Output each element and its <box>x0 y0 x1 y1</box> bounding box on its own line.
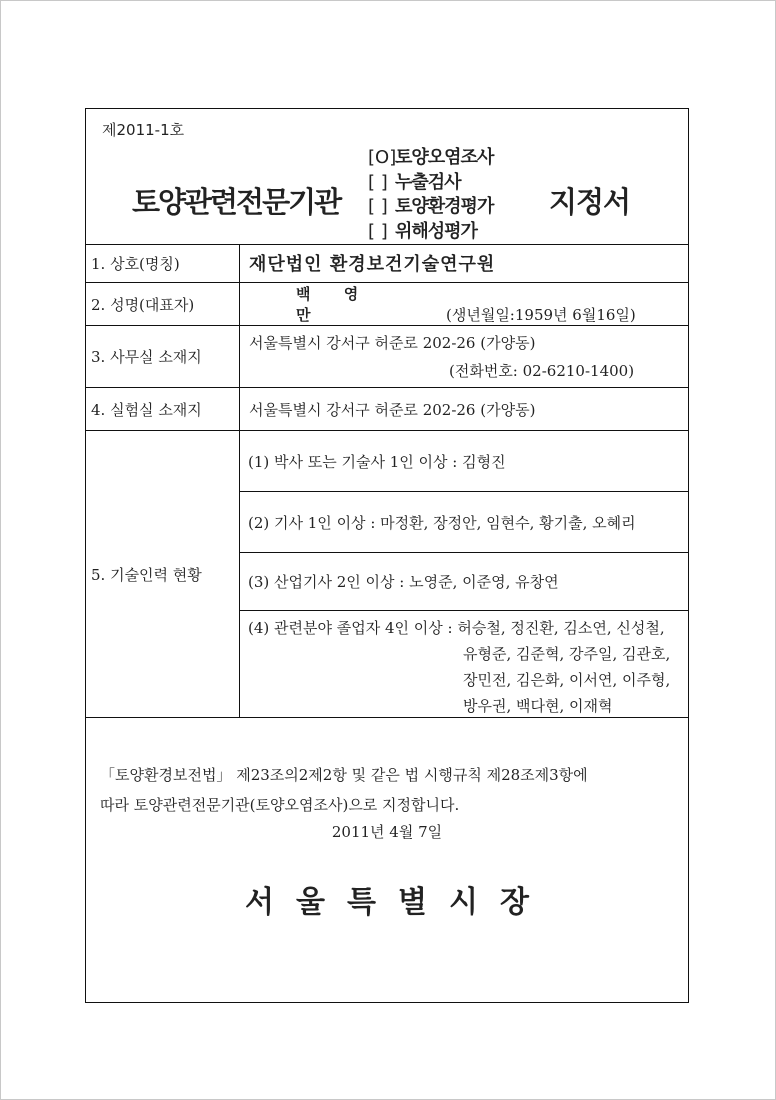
office-address: 서울특별시 강서구 허준로 202-26 (가양동) <box>249 334 536 352</box>
option-label: 위해성평가 <box>395 220 477 242</box>
option-risk-assessment <box>368 220 493 245</box>
staff-item-engineer: (2) 기사 1인 이상 : 마정환, 장정안, 임현수, 황기출, 오혜리 <box>240 492 688 553</box>
option-leak-inspection <box>368 171 493 196</box>
company-name-label: 1. 상호(명칭) <box>86 244 240 283</box>
row-representative <box>86 283 688 326</box>
option-checkbox: [ ] <box>368 171 388 193</box>
row-company-name <box>86 244 688 283</box>
representative-value <box>240 283 689 326</box>
office-address-value <box>240 326 689 388</box>
issue-date: 2011년 4월 7일 <box>331 823 443 841</box>
company-name-value <box>240 244 689 283</box>
option-checkbox: [O] <box>368 147 397 168</box>
staff-item-graduates <box>240 611 688 717</box>
certificate-title-suffix: 지정서 <box>549 185 631 219</box>
graduates-line: 장민전, 김은화, 이서연, 이주형, <box>463 671 671 689</box>
option-checkbox: [ ] <box>368 196 388 217</box>
graduates-line: 유형준, 김준혁, 강주일, 김관호, <box>463 645 671 663</box>
option-label: 토양오염조사 <box>395 147 494 168</box>
option-label: 누출검사 <box>395 171 461 193</box>
row-technical-staff <box>86 431 688 718</box>
staff-item-industrial-engineer: (3) 산업기사 2인 이상 : 노영준, 이준영, 유창연 <box>240 553 688 611</box>
designation-options <box>368 146 493 244</box>
statement-line: 따라 토양관련전문기관(토양오염조사)으로 지정합니다. <box>100 796 460 814</box>
representative-birthdate: (생년월일:1959년 6월16일) <box>446 306 636 324</box>
row-lab-address <box>86 388 688 431</box>
representative-name: 백 영 만 <box>296 285 373 324</box>
representative-label: 2. 성명(대표자) <box>86 283 240 326</box>
option-soil-environment-assessment <box>368 195 493 220</box>
document-number: 제2011-1호 <box>102 121 185 139</box>
technical-staff-list <box>240 431 689 718</box>
certificate-header <box>86 109 688 245</box>
lab-address: 서울특별시 강서구 허준로 202-26 (가양동) <box>240 388 689 431</box>
option-label: 토양환경평가 <box>395 196 494 217</box>
lab-address-label: 4. 실험실 소재지 <box>86 388 240 431</box>
certificate-title: 토양관련전문기관 <box>132 185 341 219</box>
staff-item-doctorate: (1) 박사 또는 기술사 1인 이상 : 김형진 <box>240 431 688 492</box>
designation-statement <box>100 760 678 820</box>
graduates-lead: (4) 관련분야 졸업자 4인 이상 : 허승철, 정진환, 김소연, 신성철, <box>248 619 665 637</box>
office-address-label: 3. 사무실 소재지 <box>86 326 240 388</box>
certificate-document <box>85 108 689 1003</box>
row-office-address <box>86 326 688 388</box>
option-checkbox: [ ] <box>368 220 388 242</box>
graduates-line: 방우권, 백다현, 이재혁 <box>463 697 613 715</box>
issuer-seoul-mayor: 서울특별시장 <box>245 885 551 920</box>
option-soil-pollution-survey <box>368 146 493 171</box>
company-name: 재단법인 환경보건기술연구원 <box>249 254 496 275</box>
certificate-info-table <box>86 244 688 718</box>
technical-staff-label: 5. 기술인력 현황 <box>86 431 240 718</box>
office-phone: (전화번호: 02-6210-1400) <box>449 362 635 380</box>
statement-line: 「토양환경보전법」 제23조의2제2항 및 같은 법 시행규칙 제28조제3항에 <box>100 766 588 784</box>
